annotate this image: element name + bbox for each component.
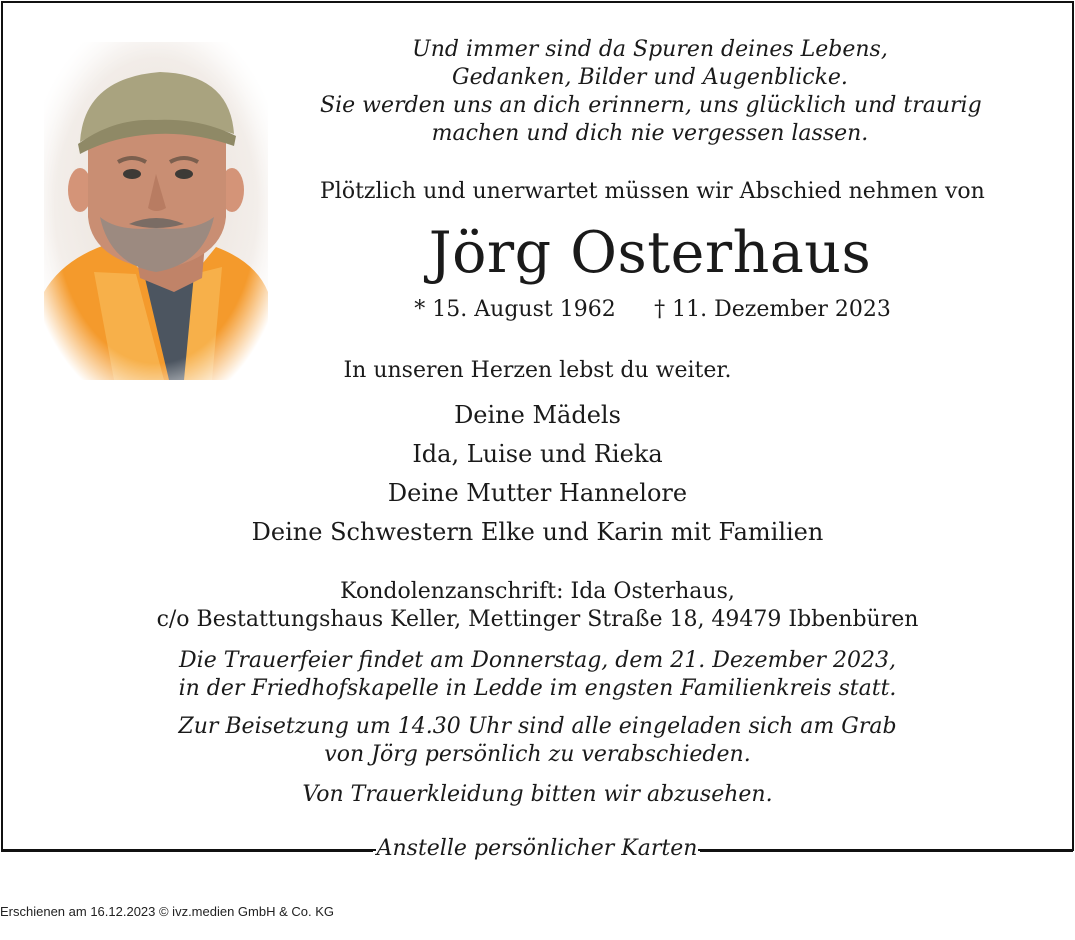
ceremony-line-1: Die Trauerfeier findet am Donnerstag, dem 21. Dezember 2023, [179,648,896,673]
ceremony-line-2: in der Friedhofskapelle in Ledde im engsten Familienkreis statt. [178,676,897,701]
footer-rule-right [700,849,1073,852]
poem-line-3: Sie werden uns an dich erinnern, uns glücklich und traurig [320,93,982,118]
death-date: † 11. Dezember 2023 [654,297,891,322]
footer [0,836,1075,866]
footer-rule-left [1,849,373,852]
burial-line-1: Zur Beisetzung um 14.30 Uhr sind alle eingeladen sich am Grab [178,714,897,739]
birth-date: * 15. August 1962 [414,297,616,322]
address-line-2: c/o Bestattungshaus Keller, Mettinger Straße 18, 49479 Ibbenbüren [156,607,919,632]
footer-text: Anstelle persönlicher Karten [376,836,698,861]
family-line-3: Deine Mutter Hannelore [387,479,688,507]
intro-text: Plötzlich und unerwartet müssen wir Abschied nehmen von [320,179,985,204]
family-line-2: Ida, Luise und Rieka [412,440,663,468]
family-line-4: Deine Schwestern Elke und Karin mit Familien [251,518,824,546]
burial-line-2: von Jörg persönlich zu verabschieden. [324,742,751,767]
deceased-name: Jörg Osterhaus [428,220,872,286]
address-line-1: Kondolenzanschrift: Ida Osterhaus, [340,579,735,604]
portrait-photo [44,42,268,380]
poem-line-2: Gedanken, Bilder und Augenblicke. [452,65,848,90]
poem-line-4: machen und dich nie vergessen lassen. [431,121,869,146]
poem-line-1: Und immer sind da Spuren deines Lebens, [412,37,888,62]
heart-line: In unseren Herzen lebst du weiter. [343,358,732,383]
clothing-note: Von Trauerkleidung bitten wir abzusehen. [302,782,773,807]
family-line-1: Deine Mädels [454,401,621,429]
publication-credit: Erschienen am 16.12.2023 © ivz.medien GmbH & Co. KG [0,904,335,919]
